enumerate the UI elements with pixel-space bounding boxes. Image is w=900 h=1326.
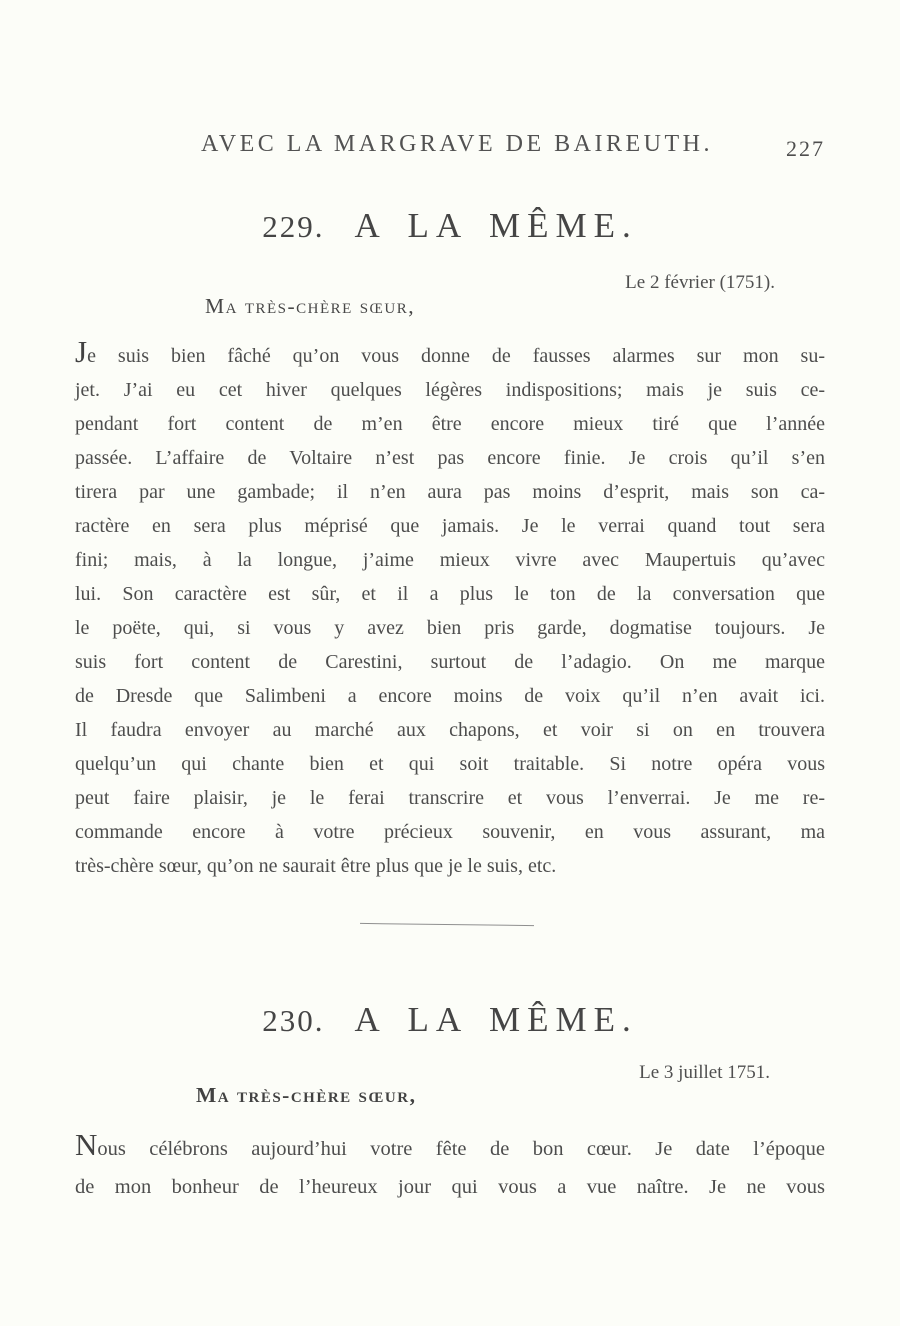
body-line: ractère en sera plus méprisé que jamais. Je le verrai quand tout sera [75, 515, 825, 537]
body-line: tirera par une gambade; il n’en aura pas moins d’esprit, mais son ca- [75, 481, 825, 503]
letter-heading [75, 206, 825, 246]
body-line: jet. J’ai eu cet hiver quelques légères indispositions; mais je suis ce- [75, 379, 825, 401]
body-line: commande encore à votre précieux souvenir, en vous assurant, ma [75, 821, 825, 843]
letter-title: A LA MÊME. [354, 1000, 638, 1039]
letter-title: A LA MÊME. [354, 206, 638, 245]
page-number: 227 [786, 136, 825, 161]
body-line: suis fort content de Carestini, surtout de l’adagio. On me marque [75, 651, 825, 673]
salutation: Ma très-chère sœur, [205, 294, 416, 318]
body-line: très-chère sœur, qu’on ne saurait être plus que je le suis, etc. [75, 855, 557, 877]
body-line: quelqu’un qui chante bien et qui soit traitable. Si notre opéra vous [75, 753, 825, 775]
running-head: AVEC LA MARGRAVE DE BAIREUTH. [201, 131, 713, 157]
dateline: Le 2 février (1751). [625, 272, 775, 293]
body-line: le poëte, qui, si vous y avez bien pris garde, dogmatise toujours. Je [75, 617, 825, 639]
body-line: Il faudra envoyer au marché aux chapons, et voir si on en trouvera [75, 719, 825, 741]
body-line: fini; mais, à la longue, j’aime mieux vivre avec Maupertuis qu’avec [75, 549, 825, 571]
letter-number: 230. [262, 1003, 325, 1038]
body-line: pendant fort content de m’en être encore mieux tiré que l’année [75, 413, 825, 435]
letter-body [75, 335, 825, 883]
body-line: de Dresde que Salimbeni a encore moins de voix qu’il n’en avait ici. [75, 685, 825, 707]
body-line: de mon bonheur de l’heureux jour qui vous a vue naître. Je ne vous [75, 1176, 825, 1198]
section-divider-rule [360, 923, 534, 926]
body-line: Je suis bien fâché qu’on vous donne de fausses alarmes sur mon su- [75, 334, 825, 369]
body-line: lui. Son caractère est sûr, et il a plus le ton de la conversation que [75, 583, 825, 605]
body-line: peut faire plaisir, je le ferai transcrire et vous l’enverrai. Je me re- [75, 787, 825, 809]
salutation: Ma très-chère sœur, [196, 1083, 417, 1107]
dateline: Le 3 juillet 1751. [639, 1062, 770, 1083]
letter-heading [75, 1000, 825, 1040]
body-line: passée. L’affaire de Voltaire n’est pas encore finie. Je crois qu’il s’en [75, 447, 825, 469]
letter-number: 229. [262, 209, 325, 244]
body-line: Nous célébrons aujourd’hui votre fête de bon cœur. Je date l’époque [75, 1127, 825, 1162]
letter-body [75, 1126, 825, 1206]
